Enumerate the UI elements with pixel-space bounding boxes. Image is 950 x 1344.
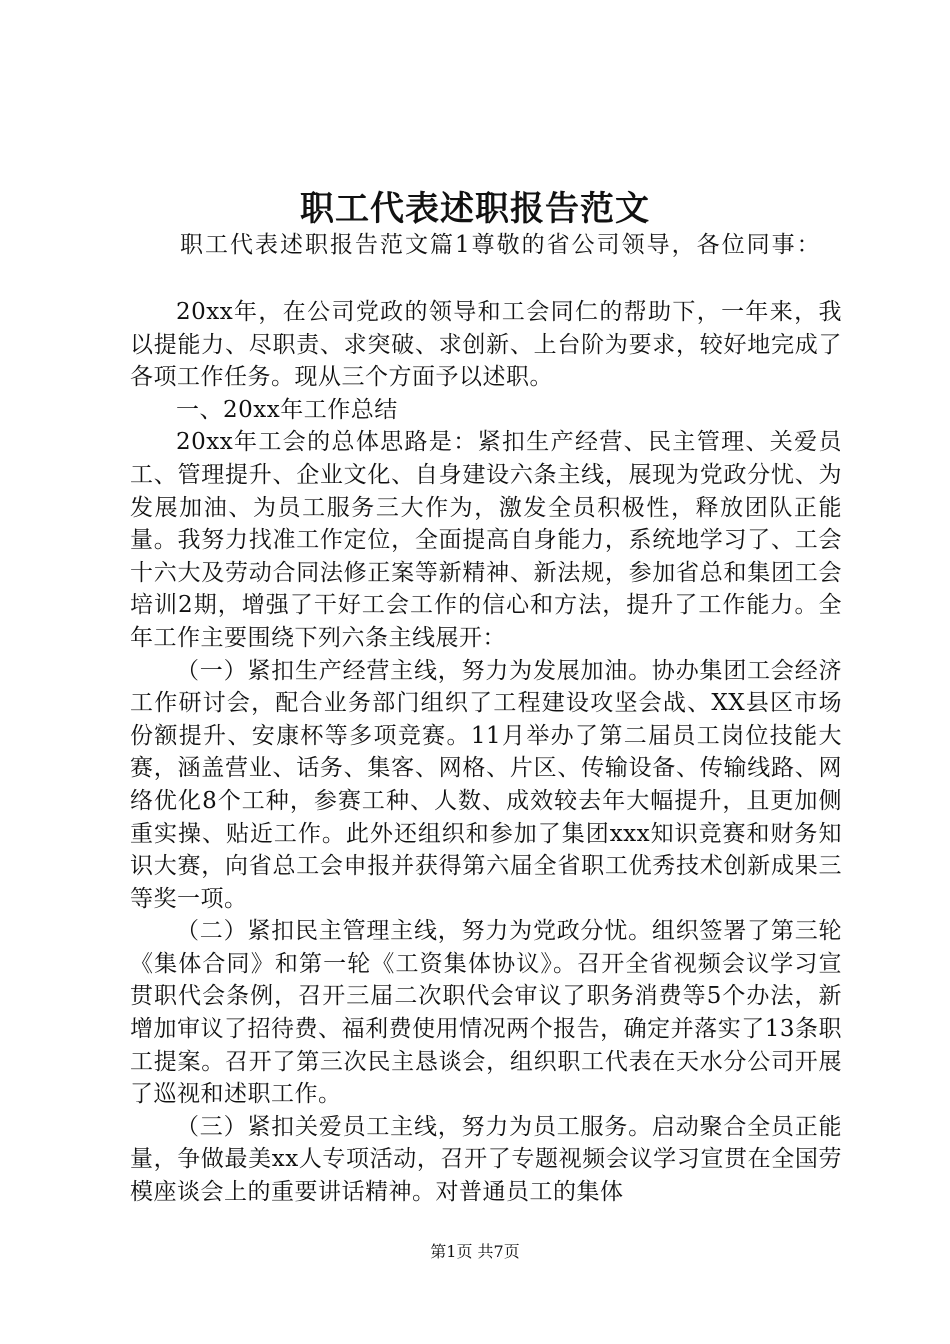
- paragraph-overview: 20xx年工会的总体思路是：紧扣生产经营、民主管理、关爱员工、管理提升、企业文化、自身建设六条主线，展现为党政分忧、为发展加油、为员工服务三大作为，激发全员积极性，释放团队正能量。我努力找准工作定位，全面提高自身能力，系统地学习了、工会十六大及劳动合同法修正案等新精神、新法规，参加省总和集团工会培训2期，增强了干好工会工作的信心和方法，提升了工作能力。全年工作主要围绕下列六条主线展开：: [130, 429, 842, 651]
- paragraph-intro: 20xx年，在公司党政的领导和工会同仁的帮助下，一年来，我以提能力、尽职责、求突破、求创新、上台阶为要求，较好地完成了各项工作任务。现从三个方面予以述职。: [130, 299, 842, 391]
- paragraph-item-3: （三）紧扣关爱员工主线，努力为员工服务。启动聚合全员正能量，争做最美xx人专项活动，召开了专题视频会议学习宣贯在全国劳模座谈会上的重要讲话精神。对普通员工的集体: [130, 1113, 842, 1206]
- document-title: 职工代表述职报告范文: [300, 189, 650, 229]
- paragraph-item-1: （一）紧扣生产经营主线，努力为发展加油。协办集团工会经济工作研讨会，配合业务部门组织了工程建设攻坚会战、XX县区市场份额提升、安康杯等多项竞赛。11月举办了第二届员工岗位技能大赛，涵盖营业、话务、集客、网格、片区、传输设备、传输线路、网络优化8个工种，参赛工种、人数、成效较去年大幅提升，且更加侧重实操、贴近工作。此外还组织和参加了集团xxx知识竞赛和财务知识大赛，向省总工会申报并获得第六届全省职工优秀技术创新成果三等奖一项。: [130, 657, 842, 912]
- paragraph-item-2: （二）紧扣民主管理主线，努力为党政分忧。组织签署了第三轮《集体合同》和第一轮《工资集体协议》。召开全省视频会议学习宣贯职代会条例，召开三届二次职代会审议了职务消费等5个办法，新增加审议了招待费、福利费使用情况两个报告，确定并落实了13条职工提案。召开了第三次民主恳谈会，组织职工代表在天水分公司开展了巡视和述职工作。: [130, 918, 842, 1108]
- document-subtitle: 职工代表述职报告范文篇1尊敬的省公司领导，各位同事：: [180, 232, 822, 258]
- page-number-footer: 第1页 共7页: [430, 1242, 520, 1261]
- section-heading: 一、20xx年工作总结: [176, 396, 398, 423]
- document-body: [130, 296, 842, 1209]
